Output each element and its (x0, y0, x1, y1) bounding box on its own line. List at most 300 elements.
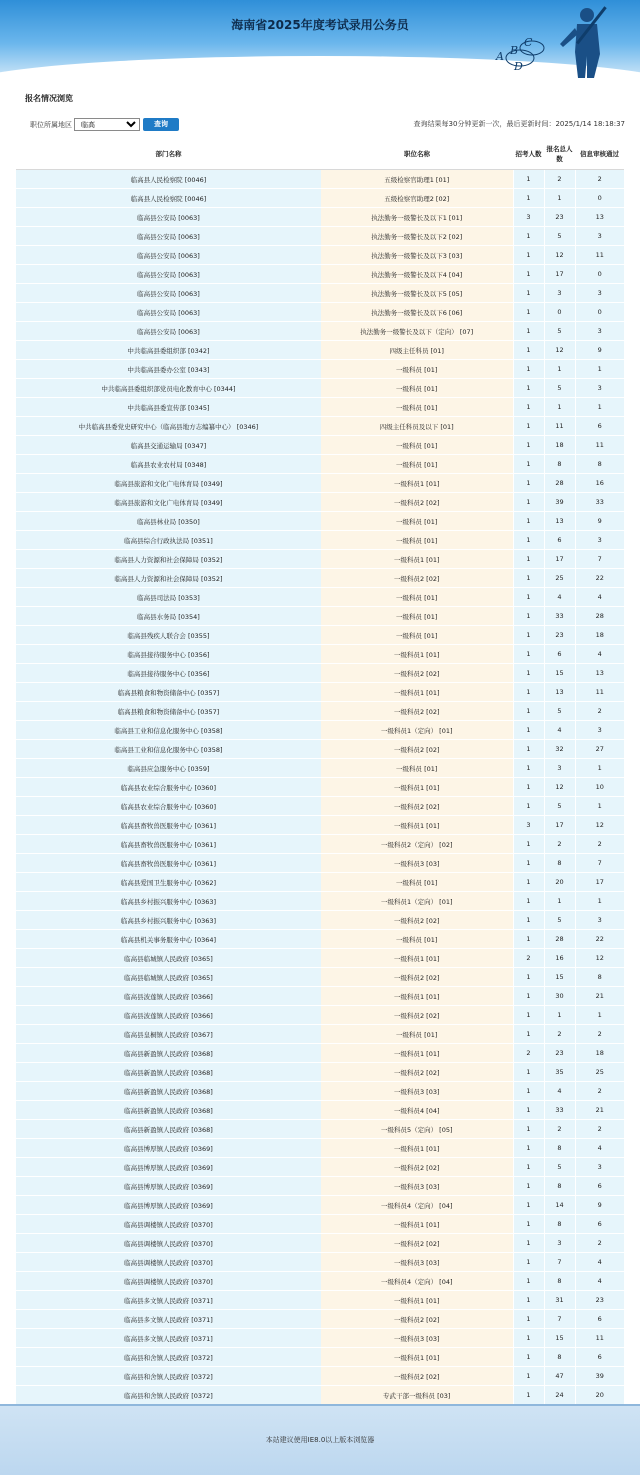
approved-cell: 6 (575, 1348, 624, 1367)
quota-cell: 1 (513, 417, 544, 436)
position-cell: 一级科员 [01] (321, 873, 513, 892)
department-cell: 临高县乡村振兴服务中心 [0363] (16, 911, 321, 930)
table-row (16, 1291, 624, 1310)
position-cell: 四级主任科员 [01] (321, 341, 513, 360)
approved-cell: 4 (575, 1139, 624, 1158)
table-row (16, 911, 624, 930)
department-cell: 临高县多文镇人民政府 [0371] (16, 1310, 321, 1329)
position-cell: 一级科员2（定向） [02] (321, 835, 513, 854)
table-row (16, 1177, 624, 1196)
applicants-cell: 3 (544, 759, 575, 778)
applicants-cell: 5 (544, 322, 575, 341)
approved-cell: 13 (575, 664, 624, 683)
quota-cell: 1 (513, 189, 544, 208)
approved-cell: 11 (575, 246, 624, 265)
department-cell: 临高县残疾人联合会 [0355] (16, 626, 321, 645)
approved-cell: 4 (575, 1272, 624, 1291)
position-cell: 一级科员3 [03] (321, 854, 513, 873)
applicants-cell: 17 (544, 550, 575, 569)
table-row (16, 854, 624, 873)
applicants-cell: 32 (544, 740, 575, 759)
approved-cell: 3 (575, 227, 624, 246)
applicants-cell: 5 (544, 911, 575, 930)
content-panel (8, 82, 632, 1404)
department-cell: 临高县多文镇人民政府 [0371] (16, 1329, 321, 1348)
table-row (16, 1234, 624, 1253)
page-title: 海南省2025年度考试录用公务员 (231, 18, 409, 32)
table-row (16, 531, 624, 550)
approved-cell: 12 (575, 949, 624, 968)
applicants-cell: 8 (544, 1215, 575, 1234)
applicants-cell: 15 (544, 1329, 575, 1348)
department-cell: 临高县多文镇人民政府 [0371] (16, 1291, 321, 1310)
applicants-cell: 8 (544, 1348, 575, 1367)
page-footer (0, 1404, 640, 1475)
applicants-cell: 23 (544, 1044, 575, 1063)
table-row (16, 1044, 624, 1063)
position-cell: 一级科员1 [01] (321, 778, 513, 797)
department-cell: 临高县畜牧兽医服务中心 [0361] (16, 835, 321, 854)
table-row (16, 1272, 624, 1291)
applicants-cell: 33 (544, 607, 575, 626)
applicants-cell: 24 (544, 1386, 575, 1405)
approved-cell: 13 (575, 208, 624, 227)
department-cell: 临高县和舍镇人民政府 [0372] (16, 1367, 321, 1386)
department-cell: 临高县博厚镇人民政府 [0369] (16, 1158, 321, 1177)
table-row (16, 322, 624, 341)
column-header-approved: 信息审核通过 (575, 138, 624, 170)
department-cell: 临高县农业农村局 [0348] (16, 455, 321, 474)
table-row (16, 1196, 624, 1215)
applicants-cell: 5 (544, 379, 575, 398)
quota-cell: 1 (513, 797, 544, 816)
table-row (16, 835, 624, 854)
approved-cell: 0 (575, 189, 624, 208)
applicants-cell: 3 (544, 284, 575, 303)
position-cell: 一级科员 [01] (321, 626, 513, 645)
applicants-cell: 1 (544, 892, 575, 911)
table-row (16, 949, 624, 968)
quota-cell: 1 (513, 664, 544, 683)
position-cell: 一级科员2 [02] (321, 740, 513, 759)
quota-cell: 1 (513, 170, 544, 189)
department-cell: 临高县接待服务中心 [0356] (16, 664, 321, 683)
position-cell: 一级科员 [01] (321, 436, 513, 455)
approved-cell: 4 (575, 588, 624, 607)
quota-cell: 1 (513, 1158, 544, 1177)
department-cell: 临高县新盈镇人民政府 [0368] (16, 1101, 321, 1120)
quota-cell: 1 (513, 1234, 544, 1253)
applicants-cell: 25 (544, 569, 575, 588)
department-cell: 临高县博厚镇人民政府 [0369] (16, 1196, 321, 1215)
table-row (16, 816, 624, 835)
department-cell: 中共临高县委组织部党员电化教育中心 [0344] (16, 379, 321, 398)
table-row (16, 778, 624, 797)
quota-cell: 1 (513, 379, 544, 398)
table-row (16, 265, 624, 284)
quota-cell: 1 (513, 740, 544, 759)
table-row (16, 455, 624, 474)
registration-table (16, 138, 624, 1405)
position-cell: 一级科员4（定向） [04] (321, 1272, 513, 1291)
department-cell: 临高县工业和信息化服务中心 [0358] (16, 721, 321, 740)
approved-cell: 2 (575, 170, 624, 189)
approved-cell: 27 (575, 740, 624, 759)
quota-cell: 1 (513, 322, 544, 341)
applicants-cell: 17 (544, 265, 575, 284)
applicants-cell: 2 (544, 170, 575, 189)
applicants-cell: 15 (544, 664, 575, 683)
approved-cell: 18 (575, 626, 624, 645)
table-row (16, 170, 624, 189)
table-row (16, 1348, 624, 1367)
department-cell: 临高县新盈镇人民政府 [0368] (16, 1063, 321, 1082)
quota-cell: 1 (513, 588, 544, 607)
table-row (16, 341, 624, 360)
approved-cell: 6 (575, 1215, 624, 1234)
quota-cell: 1 (513, 968, 544, 987)
table-row (16, 246, 624, 265)
position-cell: 一级科员 [01] (321, 1025, 513, 1044)
position-cell: 一级科员1 [01] (321, 1348, 513, 1367)
applicants-cell: 14 (544, 1196, 575, 1215)
applicants-cell: 2 (544, 835, 575, 854)
applicants-cell: 33 (544, 1101, 575, 1120)
table-row (16, 1310, 624, 1329)
applicants-cell: 1 (544, 360, 575, 379)
approved-cell: 21 (575, 1101, 624, 1120)
department-cell: 中共临高县委宣传部 [0345] (16, 398, 321, 417)
quota-cell: 1 (513, 455, 544, 474)
table-row (16, 1082, 624, 1101)
department-cell: 临高县临城镇人民政府 [0365] (16, 949, 321, 968)
applicants-cell: 12 (544, 778, 575, 797)
quota-cell: 1 (513, 683, 544, 702)
quota-cell: 1 (513, 873, 544, 892)
position-cell: 一级科员4 [04] (321, 1101, 513, 1120)
approved-cell: 1 (575, 360, 624, 379)
approved-cell: 23 (575, 1291, 624, 1310)
position-cell: 一级科员1（定向） [01] (321, 892, 513, 911)
department-cell: 临高县人力资源和社会保障局 [0352] (16, 550, 321, 569)
abcd-logo-icon (484, 2, 624, 78)
applicants-cell: 8 (544, 1272, 575, 1291)
table-row (16, 303, 624, 322)
approved-cell: 1 (575, 398, 624, 417)
table-row (16, 607, 624, 626)
department-cell: 临高县农业综合服务中心 [0360] (16, 778, 321, 797)
table-row (16, 1063, 624, 1082)
department-cell: 临高县波莲镇人民政府 [0366] (16, 1006, 321, 1025)
browser-note: 本站建议使用IE8.0以上版本浏览器 (265, 1436, 375, 1444)
approved-cell: 6 (575, 1177, 624, 1196)
quota-cell: 1 (513, 1120, 544, 1139)
department-cell: 临高县机关事务服务中心 [0364] (16, 930, 321, 949)
approved-cell: 8 (575, 968, 624, 987)
table-row (16, 398, 624, 417)
applicants-cell: 0 (544, 303, 575, 322)
position-cell: 一级科员1 [01] (321, 1139, 513, 1158)
approved-cell: 3 (575, 322, 624, 341)
department-cell: 临高县接待服务中心 [0356] (16, 645, 321, 664)
applicants-cell: 11 (544, 417, 575, 436)
applicants-cell: 5 (544, 702, 575, 721)
column-header-quota: 招考人数 (513, 138, 544, 170)
quota-cell: 2 (513, 1044, 544, 1063)
quota-cell: 1 (513, 1101, 544, 1120)
table-row (16, 987, 624, 1006)
table-row (16, 569, 624, 588)
position-cell: 一级科员1 [01] (321, 1215, 513, 1234)
approved-cell: 8 (575, 455, 624, 474)
department-cell: 临高县畜牧兽医服务中心 [0361] (16, 816, 321, 835)
approved-cell: 3 (575, 531, 624, 550)
quota-cell: 1 (513, 512, 544, 531)
applicants-cell: 5 (544, 227, 575, 246)
department-cell: 临高县公安局 [0063] (16, 303, 321, 322)
table-row (16, 1120, 624, 1139)
department-cell: 临高县新盈镇人民政府 [0368] (16, 1120, 321, 1139)
table-row (16, 930, 624, 949)
quota-cell: 3 (513, 208, 544, 227)
approved-cell: 6 (575, 1310, 624, 1329)
applicants-cell: 6 (544, 645, 575, 664)
position-cell: 一级科员2 [02] (321, 968, 513, 987)
quota-cell: 1 (513, 341, 544, 360)
applicants-cell: 8 (544, 1177, 575, 1196)
quota-cell: 1 (513, 1139, 544, 1158)
position-cell: 一级科员 [01] (321, 607, 513, 626)
position-cell: 五级检察官助理1 [01] (321, 170, 513, 189)
approved-cell: 22 (575, 569, 624, 588)
department-cell: 临高县新盈镇人民政府 [0368] (16, 1044, 321, 1063)
approved-cell: 1 (575, 759, 624, 778)
approved-cell: 2 (575, 702, 624, 721)
applicants-cell: 17 (544, 816, 575, 835)
applicants-cell: 2 (544, 1120, 575, 1139)
table-row (16, 1329, 624, 1348)
table-row (16, 1386, 624, 1405)
position-cell: 一级科员2 [02] (321, 1367, 513, 1386)
department-cell: 临高县林业局 [0350] (16, 512, 321, 531)
department-cell: 临高县旅游和文化广电体育局 [0349] (16, 493, 321, 512)
position-cell: 一级科员 [01] (321, 455, 513, 474)
applicants-cell: 12 (544, 246, 575, 265)
position-cell: 执法勤务一级警长及以下5 [05] (321, 284, 513, 303)
position-cell: 一级科员 [01] (321, 379, 513, 398)
position-cell: 执法勤务一级警长及以下6 [06] (321, 303, 513, 322)
table-row (16, 968, 624, 987)
table-row (16, 1006, 624, 1025)
position-cell: 一级科员1 [01] (321, 949, 513, 968)
applicants-cell: 7 (544, 1310, 575, 1329)
department-cell: 临高县调楼镇人民政府 [0370] (16, 1272, 321, 1291)
department-cell: 临高县水务局 [0354] (16, 607, 321, 626)
table-row (16, 759, 624, 778)
applicants-cell: 13 (544, 683, 575, 702)
table-row (16, 588, 624, 607)
quota-cell: 1 (513, 1196, 544, 1215)
quota-cell: 1 (513, 1348, 544, 1367)
table-row (16, 873, 624, 892)
position-cell: 一级科员 [01] (321, 588, 513, 607)
table-row (16, 493, 624, 512)
region-filter (30, 118, 179, 131)
quota-cell: 1 (513, 835, 544, 854)
table-row (16, 1025, 624, 1044)
department-cell: 临高县波莲镇人民政府 [0366] (16, 987, 321, 1006)
department-cell: 临高县人民检察院 [0046] (16, 189, 321, 208)
approved-cell: 17 (575, 873, 624, 892)
table-row (16, 474, 624, 493)
department-cell: 临高县博厚镇人民政府 [0369] (16, 1177, 321, 1196)
update-info: 查询结果每30分钟更新一次，最后更新时间：2025/1/14 18:18:37 (413, 120, 625, 128)
column-header-position: 职位名称 (321, 138, 513, 170)
position-cell: 一级科员 [01] (321, 512, 513, 531)
department-cell: 临高县和舍镇人民政府 [0372] (16, 1386, 321, 1405)
department-cell: 临高县公安局 [0063] (16, 265, 321, 284)
department-cell: 临高县公安局 [0063] (16, 284, 321, 303)
region-select[interactable] (74, 118, 140, 131)
department-cell: 中共临高县委办公室 [0343] (16, 360, 321, 379)
quota-cell: 1 (513, 436, 544, 455)
quota-cell: 1 (513, 759, 544, 778)
column-header-department: 部门名称 (16, 138, 321, 170)
department-cell: 临高县畜牧兽医服务中心 [0361] (16, 854, 321, 873)
table-row (16, 550, 624, 569)
position-cell: 一级科员2 [02] (321, 1234, 513, 1253)
department-cell: 临高县临城镇人民政府 [0365] (16, 968, 321, 987)
quota-cell: 1 (513, 1006, 544, 1025)
quota-cell: 1 (513, 265, 544, 284)
quota-cell: 1 (513, 1063, 544, 1082)
quota-cell: 1 (513, 930, 544, 949)
position-cell: 专武干部一级科员 [03] (321, 1386, 513, 1405)
approved-cell: 12 (575, 816, 624, 835)
position-cell: 一级科员2 [02] (321, 1158, 513, 1177)
approved-cell: 10 (575, 778, 624, 797)
position-cell: 一级科员1 [01] (321, 1291, 513, 1310)
approved-cell: 21 (575, 987, 624, 1006)
table-row (16, 797, 624, 816)
page-header (0, 0, 640, 78)
quota-cell: 1 (513, 607, 544, 626)
quota-cell: 1 (513, 1386, 544, 1405)
logo-letter-c: C (524, 36, 533, 49)
applicants-cell: 30 (544, 987, 575, 1006)
position-cell: 一级科员3 [03] (321, 1082, 513, 1101)
position-cell: 一级科员2 [02] (321, 493, 513, 512)
table-row (16, 721, 624, 740)
applicants-cell: 4 (544, 588, 575, 607)
approved-cell: 16 (575, 474, 624, 493)
department-cell: 临高县公安局 [0063] (16, 322, 321, 341)
approved-cell: 3 (575, 911, 624, 930)
position-cell: 一级科员1 [01] (321, 645, 513, 664)
quota-cell: 1 (513, 721, 544, 740)
quota-cell: 2 (513, 949, 544, 968)
table-row (16, 1367, 624, 1386)
search-button[interactable]: 查询 (143, 118, 179, 131)
position-cell: 一级科员 [01] (321, 531, 513, 550)
approved-cell: 28 (575, 607, 624, 626)
approved-cell: 0 (575, 265, 624, 284)
approved-cell: 3 (575, 379, 624, 398)
department-cell: 临高县调楼镇人民政府 [0370] (16, 1234, 321, 1253)
table-row (16, 1101, 624, 1120)
approved-cell: 25 (575, 1063, 624, 1082)
applicants-cell: 1 (544, 1006, 575, 1025)
quota-cell: 1 (513, 911, 544, 930)
quota-cell: 1 (513, 1291, 544, 1310)
position-cell: 一级科员2 [02] (321, 1063, 513, 1082)
position-cell: 一级科员2 [02] (321, 1006, 513, 1025)
applicants-cell: 13 (544, 512, 575, 531)
logo-letter-d: D (514, 60, 523, 73)
department-cell: 临高县应急服务中心 [0359] (16, 759, 321, 778)
approved-cell: 2 (575, 1120, 624, 1139)
position-cell: 一级科员5（定向） [05] (321, 1120, 513, 1139)
quota-cell: 1 (513, 626, 544, 645)
position-cell: 一级科员 [01] (321, 398, 513, 417)
table-row (16, 208, 624, 227)
position-cell: 一级科员1 [01] (321, 1044, 513, 1063)
department-cell: 临高县乡村振兴服务中心 [0363] (16, 892, 321, 911)
quota-cell: 1 (513, 1025, 544, 1044)
position-cell: 一级科员 [01] (321, 930, 513, 949)
quota-cell: 1 (513, 493, 544, 512)
position-cell: 一级科员1 [01] (321, 550, 513, 569)
position-cell: 五级检察官助理2 [02] (321, 189, 513, 208)
position-cell: 一级科员3 [03] (321, 1253, 513, 1272)
position-cell: 一级科员2 [02] (321, 1310, 513, 1329)
department-cell: 临高县粮食和物资储备中心 [0357] (16, 702, 321, 721)
applicants-cell: 39 (544, 493, 575, 512)
column-header-applicants: 报名总人数 (544, 138, 575, 170)
position-cell: 一级科员2 [02] (321, 664, 513, 683)
position-cell: 一级科员2 [02] (321, 911, 513, 930)
approved-cell: 11 (575, 683, 624, 702)
logo-letter-a: A (496, 50, 504, 63)
quota-cell: 1 (513, 1082, 544, 1101)
position-cell: 一级科员3 [03] (321, 1177, 513, 1196)
approved-cell: 2 (575, 1082, 624, 1101)
quota-cell: 1 (513, 854, 544, 873)
quota-cell: 1 (513, 1272, 544, 1291)
approved-cell: 9 (575, 512, 624, 531)
applicants-cell: 5 (544, 797, 575, 816)
quota-cell: 1 (513, 1310, 544, 1329)
position-cell: 一级科员2 [02] (321, 569, 513, 588)
quota-cell: 1 (513, 778, 544, 797)
department-cell: 临高县公安局 [0063] (16, 227, 321, 246)
department-cell: 临高县综合行政执法局 [0351] (16, 531, 321, 550)
approved-cell: 2 (575, 835, 624, 854)
quota-cell: 1 (513, 360, 544, 379)
table-row (16, 417, 624, 436)
position-cell: 执法勤务一级警长及以下3 [03] (321, 246, 513, 265)
table-row (16, 740, 624, 759)
table-row (16, 892, 624, 911)
department-cell: 临高县公安局 [0063] (16, 208, 321, 227)
approved-cell: 4 (575, 645, 624, 664)
department-cell: 临高县新盈镇人民政府 [0368] (16, 1082, 321, 1101)
applicants-cell: 47 (544, 1367, 575, 1386)
department-cell: 中共临高县委组织部 [0342] (16, 341, 321, 360)
approved-cell: 20 (575, 1386, 624, 1405)
quota-cell: 1 (513, 987, 544, 1006)
applicants-cell: 8 (544, 455, 575, 474)
